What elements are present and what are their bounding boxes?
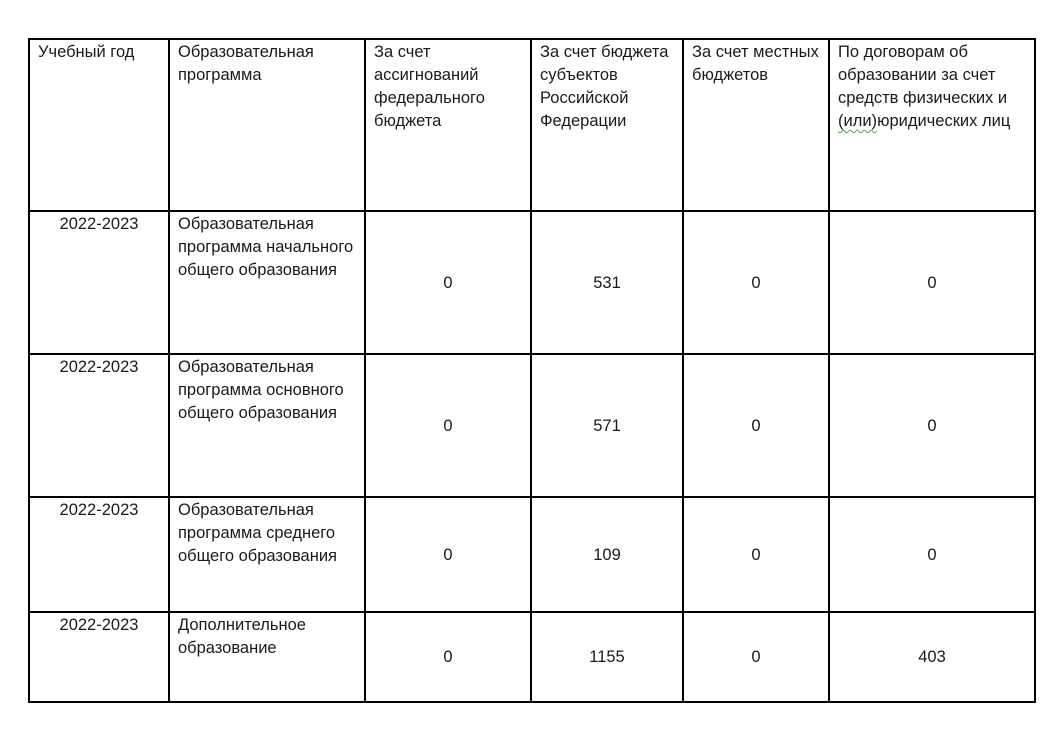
header-contract-funding (829, 39, 1035, 211)
local-value-cell: 0 (683, 612, 829, 702)
program-cell: Дополнительное образование (169, 612, 365, 702)
year-cell: 2022-2023 (29, 211, 169, 354)
header-federal-budget: За счет ассигнований федерального бюджета (365, 39, 531, 211)
year-cell: 2022-2023 (29, 497, 169, 612)
year-cell: 2022-2023 (29, 354, 169, 497)
contract-value-cell: 0 (829, 211, 1035, 354)
contract-value-cell: 403 (829, 612, 1035, 702)
program-cell: Образовательная программа среднего общего образования (169, 497, 365, 612)
local-value-cell: 0 (683, 497, 829, 612)
contract-value-cell: 0 (829, 497, 1035, 612)
regional-value-cell: 109 (531, 497, 683, 612)
header-regional-budget: За счет бюджета субъектов Российской Федерации (531, 39, 683, 211)
federal-value-cell: 0 (365, 612, 531, 702)
header-contract-spellcheck-text: (или) (838, 112, 878, 130)
enrollment-funding-table (28, 38, 1036, 703)
federal-value-cell: 0 (365, 497, 531, 612)
contract-value-cell: 0 (829, 354, 1035, 497)
year-cell: 2022-2023 (29, 612, 169, 702)
table-header-row (29, 39, 1035, 211)
regional-value-cell: 531 (531, 211, 683, 354)
header-contract-text-end: юридических лиц (877, 112, 1011, 130)
header-contract-text: По договорам об образовании за счет средств физических и (838, 43, 1008, 107)
program-cell: Образовательная программа начального общего образования (169, 211, 365, 354)
federal-value-cell: 0 (365, 211, 531, 354)
header-local-budget: За счет местных бюджетов (683, 39, 829, 211)
table-row (29, 211, 1035, 354)
program-cell: Образовательная программа основного общего образования (169, 354, 365, 497)
local-value-cell: 0 (683, 354, 829, 497)
header-academic-year: Учебный год (29, 39, 169, 211)
table-row (29, 497, 1035, 612)
table-row (29, 354, 1035, 497)
regional-value-cell: 1155 (531, 612, 683, 702)
table-row (29, 612, 1035, 702)
regional-value-cell: 571 (531, 354, 683, 497)
local-value-cell: 0 (683, 211, 829, 354)
header-educational-program: Образовательная программа (169, 39, 365, 211)
federal-value-cell: 0 (365, 354, 531, 497)
